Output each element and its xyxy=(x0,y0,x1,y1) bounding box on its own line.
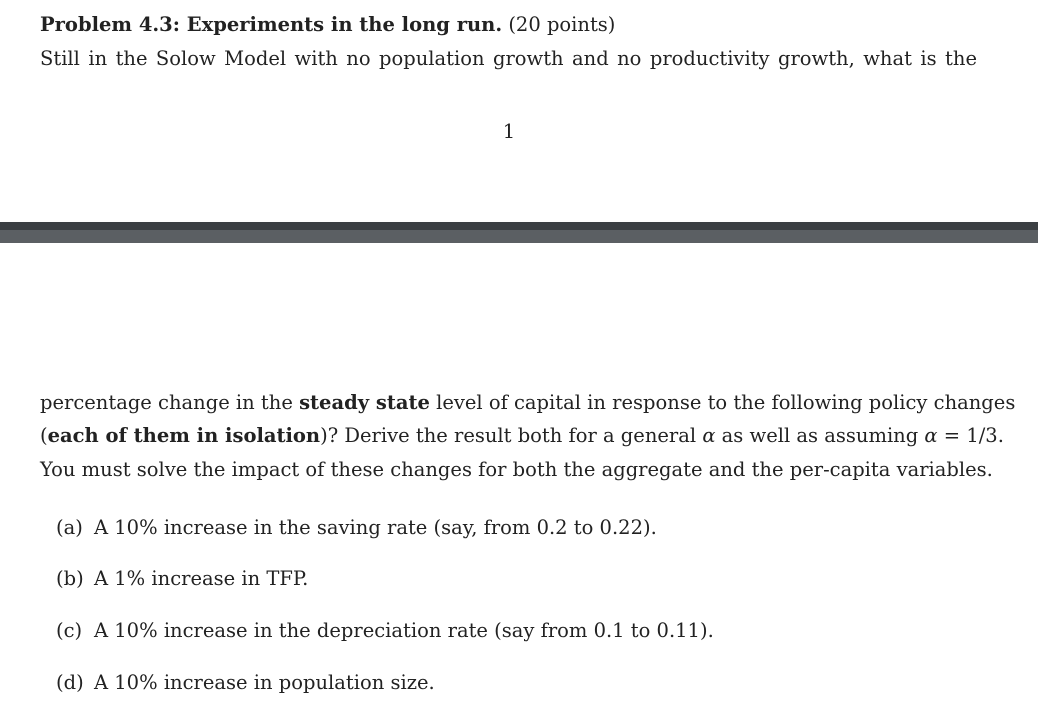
item-text: A 1% increase in TFP. xyxy=(94,567,309,590)
problem-points: (20 points) xyxy=(508,13,616,36)
list-item xyxy=(56,513,657,543)
item-text: A 10% increase in population size. xyxy=(94,671,435,694)
problem-heading xyxy=(40,10,615,40)
item-text: A 10% increase in the saving rate (say, from 0.2 to 0.22). xyxy=(94,516,657,539)
list-item xyxy=(56,616,714,646)
alpha-symbol-2: α xyxy=(924,424,938,447)
list-item xyxy=(56,668,435,698)
problem-text-line-3 xyxy=(40,421,1004,451)
page-number: 1 xyxy=(502,120,516,143)
problem-text-line-4: You must solve the impact of these changes for both the aggregate and the per-capita variables. xyxy=(40,458,993,481)
list-item xyxy=(56,564,308,594)
item-marker: (d) xyxy=(56,671,84,694)
alpha-symbol: α xyxy=(702,424,716,447)
page-divider xyxy=(0,222,1038,243)
item-marker: (a) xyxy=(56,516,83,539)
problem-text-line-1: Still in the Solow Model with no population growth and no productivity growth, what is the xyxy=(40,47,977,70)
page-bottom xyxy=(0,243,1038,703)
line2-pre: percentage change in the xyxy=(40,391,300,414)
line3-mid2: as well as assuming xyxy=(715,424,925,447)
steady-state-bold: steady state xyxy=(299,391,430,414)
problem-title: Problem 4.3: Experiments in the long run. xyxy=(40,13,503,36)
line3-end: = 1/3. xyxy=(937,424,1004,447)
line3-open: ( xyxy=(40,424,48,447)
problem-text-line-2 xyxy=(40,388,1016,418)
line3-mid: )? Derive the result both for a general xyxy=(320,424,703,447)
line2-post: level of capital in response to the following policy changes xyxy=(429,391,1016,414)
item-text: A 10% increase in the depreciation rate (say from 0.1 to 0.11). xyxy=(94,619,714,642)
page-top xyxy=(0,0,1038,222)
item-marker: (b) xyxy=(56,567,84,590)
item-marker: (c) xyxy=(56,619,83,642)
isolation-bold: each of them in isolation xyxy=(47,424,321,447)
